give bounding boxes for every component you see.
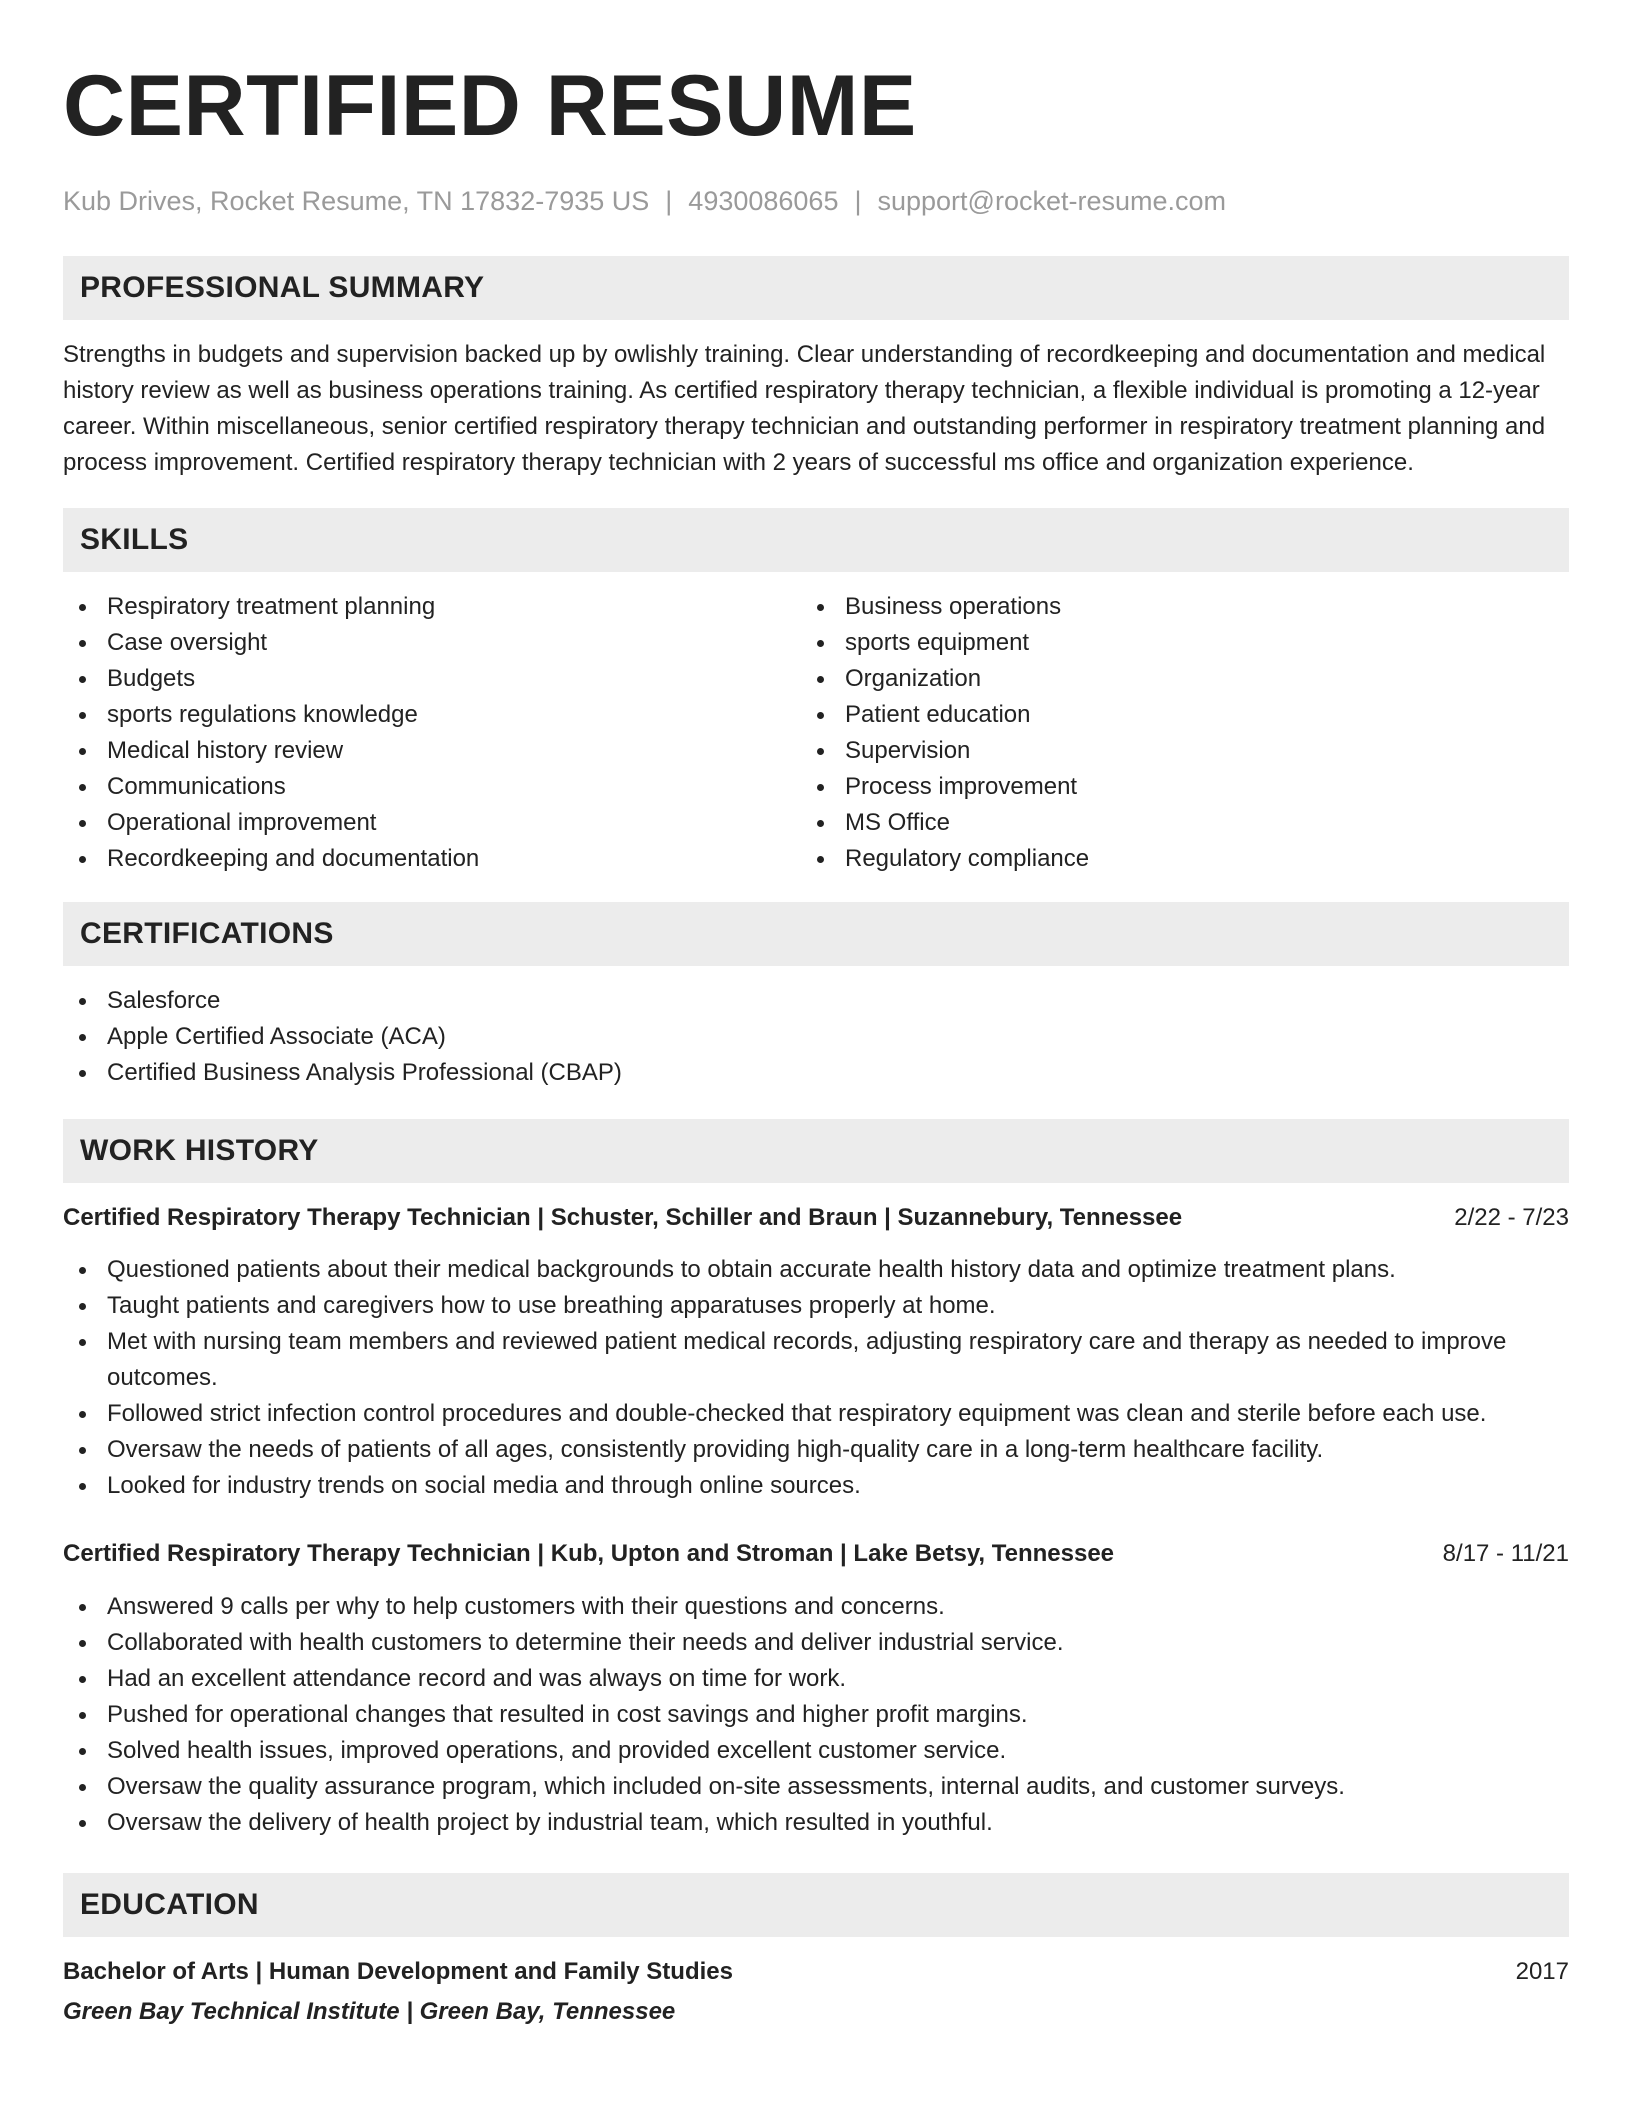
job-duty: Met with nursing team members and reviewed patient medical records, adjusting respiratory care and therapy as needed to improve outcomes. [63, 1324, 1569, 1396]
education-heading: EDUCATION [63, 1873, 1569, 1937]
job-title: Certified Respiratory Therapy Technician | Schuster, Schiller and Braun | Suzannebury, Tennessee [63, 1204, 1183, 1231]
job-duty: Looked for industry trends on social media and through online sources. [63, 1468, 1569, 1504]
certifications-list [63, 983, 1569, 1091]
certification-item: Certified Business Analysis Professional (CBAP) [63, 1055, 1569, 1091]
contact-phone: 4930086065 [688, 186, 839, 216]
job-duty: Solved health issues, improved operations, and provided excellent customer service. [63, 1733, 1569, 1769]
education-degree: Bachelor of Arts | Human Development and Family Studies [63, 1958, 733, 1985]
skill-item: Regulatory compliance [801, 841, 1539, 877]
certification-item: Salesforce [63, 983, 1569, 1019]
skills-heading: SKILLS [63, 508, 1569, 572]
contact-email: support@rocket-resume.com [877, 186, 1227, 216]
skill-item: sports regulations knowledge [63, 697, 801, 733]
summary-heading: PROFESSIONAL SUMMARY [63, 256, 1569, 320]
skill-item: Patient education [801, 697, 1539, 733]
skill-item: Process improvement [801, 769, 1539, 805]
skill-item: Budgets [63, 661, 801, 697]
contact-separator: | [665, 186, 673, 216]
contact-address: Kub Drives, Rocket Resume, TN 17832-7935 US [63, 186, 650, 216]
skill-item: Case oversight [63, 625, 801, 661]
skill-item: Medical history review [63, 733, 801, 769]
skill-item: Operational improvement [63, 805, 801, 841]
job-header [63, 1200, 1569, 1236]
skill-item: sports equipment [801, 625, 1539, 661]
skills-column-right [801, 589, 1539, 877]
job-duty: Had an excellent attendance record and was always on time for work. [63, 1661, 1569, 1697]
resume-name: CERTIFIED RESUME [63, 58, 917, 154]
skill-item: Recordkeeping and documentation [63, 841, 801, 877]
job-duty: Answered 9 calls per why to help customers with their questions and concerns. [63, 1589, 1569, 1625]
contact-separator: | [854, 186, 862, 216]
job-duty: Oversaw the needs of patients of all ages, consistently providing high-quality care in a long-term healthcare facility. [63, 1432, 1569, 1468]
job-duty: Collaborated with health customers to determine their needs and deliver industrial service. [63, 1625, 1569, 1661]
job-duty: Questioned patients about their medical backgrounds to obtain accurate health history data and optimize treatment plans. [63, 1252, 1569, 1288]
skill-item: Organization [801, 661, 1539, 697]
skills-list [63, 589, 1569, 877]
job-duty: Oversaw the delivery of health project by industrial team, which resulted in youthful. [63, 1805, 1569, 1841]
job-dates: 8/17 - 11/21 [1442, 1540, 1569, 1567]
job-title: Certified Respiratory Therapy Technician | Kub, Upton and Stroman | Lake Betsy, Tennessee [63, 1540, 1115, 1567]
certifications-heading: CERTIFICATIONS [63, 902, 1569, 966]
job-duty: Taught patients and caregivers how to use breathing apparatuses properly at home. [63, 1288, 1569, 1324]
contact-line [63, 184, 1569, 218]
skill-item: Respiratory treatment planning [63, 589, 801, 625]
skill-item: Business operations [801, 589, 1539, 625]
job-duties [63, 1589, 1569, 1841]
education-year: 2017 [1515, 1958, 1569, 1985]
job-entry [63, 1200, 1569, 1504]
education-entry [63, 1954, 1569, 2030]
job-duty: Pushed for operational changes that resulted in cost savings and higher profit margins. [63, 1697, 1569, 1733]
skills-column-left [63, 589, 801, 877]
work-history-heading: WORK HISTORY [63, 1119, 1569, 1183]
skill-item: Supervision [801, 733, 1539, 769]
job-entry [63, 1536, 1569, 1841]
education-school: Green Bay Technical Institute | Green Bay, Tennessee [63, 1998, 676, 2025]
education-header [63, 1954, 1569, 1990]
job-dates: 2/22 - 7/23 [1454, 1204, 1569, 1231]
summary-text: Strengths in budgets and supervision backed up by owlishly training. Clear understanding of recordkeeping and documentation and medical history review as well as business operations training. As certified respiratory therapy technician, a flexible individual is promoting a 12-year career. Within miscellaneous, senior certified respiratory therapy technician and outstanding performer in respiratory treatment planning and process improvement. Certified respiratory therapy technician with 2 years of successful ms office and organization experience. [63, 341, 1546, 476]
skill-item: MS Office [801, 805, 1539, 841]
job-duty: Followed strict infection control procedures and double-checked that respiratory equipment was clean and sterile before each use. [63, 1396, 1569, 1432]
certification-item: Apple Certified Associate (ACA) [63, 1019, 1569, 1055]
job-duty: Oversaw the quality assurance program, which included on-site assessments, internal audits, and customer surveys. [63, 1769, 1569, 1805]
skill-item: Communications [63, 769, 801, 805]
job-header [63, 1536, 1569, 1572]
job-duties [63, 1252, 1569, 1504]
